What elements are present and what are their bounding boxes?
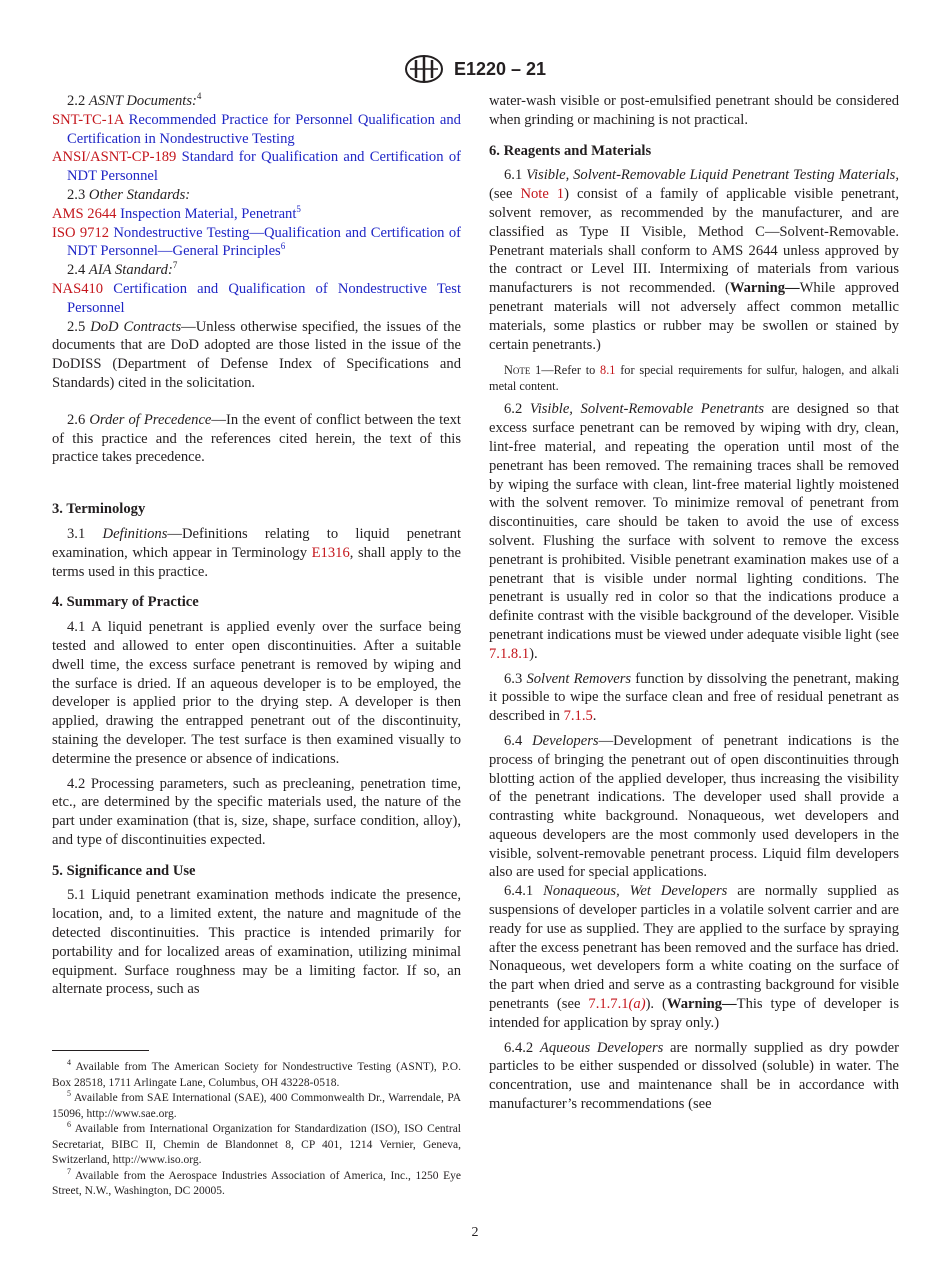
footnote-5: $^5$ Available from SAE International (SAE), 400 Commonwealth Dr., Warrendale, PA 15096, http://www.sae.org. [52,1089,461,1120]
section-5-1: 5.1 Liquid penetrant examination methods indicate the presence, location, and, to a limited extent, the nature and magnitude of the detected discontinuities. This practice is intended primarily for portability and for localized areas of examination, utilizing minimal equipment. Surface roughness may be a limiting factor. If so, an alternate process, such as [52,887,461,998]
astm-logo-icon [404,54,444,84]
link-7-1-7-1[interactable]: 7.1.7.1 [588,996,629,1013]
reference-iso-9712[interactable]: ISO 9712 Nondestructive Testing—Qualification and Certification of NDT Personnel—General Principles$^6$ [52,224,461,260]
section-2-3: 2.3 Other Standards: [67,186,191,203]
footnote-4: $^4$ Available from The American Society for Nondestructive Testing (ASNT), P.O. Box 28518, 1711 Arlingate Lane, Columbus, OH 43228-0518. [52,1058,461,1089]
footnote-divider [52,1050,149,1051]
link-7-1-8-1[interactable]: 7.1.8.1 [489,645,530,662]
section-6-4: 6.4 Developers—Development of penetrant indications is the process of bringing the penetrant out of open discontinuities through blotting action of the applied developer, thus increasing the visibility of the penetrant indications. The developer used shall provide a contrasting white background. Nonaqueous, wet developers and aqueous developers are the most commonly used developers in the visible, solvent-removable penetrant process. Liquid film developers also are used for special applications. [489,732,899,881]
heading-summary-of-practice: 4. Summary of Practice [52,594,199,611]
reference-nas410[interactable]: NAS410 Certification and Qualification of Nondestructive Test Personnel [52,280,461,316]
section-4-1: 4.1 A liquid penetrant is applied evenly over the surface being tested and allowed to enter open discontinuities. After a suitable dwell time, the excess surface penetrant is removed by wiping and the surface is dried. If an aqueous developer is to be employed, the developer is applied prior to the drying step. A developer is then applied, drawing the entrapped penetrant out of the discontinuity, staining the developer. The test surface is then examined visually to determine the presence or absence of indications. [52,619,461,767]
link-note-1[interactable]: Note 1 [520,186,565,203]
section-6-1: 6.1 Visible, Solvent-Removable Liquid Penetrant Testing Materials, (see Note 1) consist of a family of applicable visible penetrant, solvent remover, as recommended by the manufacturer, and are classified as Type II Visible, Method C—Solvent-Removable. Penetrant materials shall conform to AMS 2644 unless approved by the contract or Level III. Intermixing of materials from various manufacturers is not recommended. (Warning—While approved penetrant materials will not adversely affect common metallic materials, some plastics or rubber may be swollen or stained by certain penetrants.) [489,167,900,353]
reference-snt-tc-1a[interactable]: SNT-TC-1A Recommended Practice for Personnel Qualification and Certification in Nondestructive Testing [52,111,461,147]
section-6-2: 6.2 Visible, Solvent-Removable Penetrants are designed so that excess surface penetrant can be removed by wiping with dry, clean, lint-free material, and repeating the operation until most of the penetrant has been removed. The remaining traces shall be removed by wiping the surface with clean, lint-free material lightly moistened with the solvent remover. To minimize removal of penetrant from discontinuities, care should be taken to avoid the use of excess solvent. Flushing the surface with solvent to remove the excess penetrant is prohibited. Visible penetrant examination makes use of a penetrant that is visible under normal lighting conditions. The penetrant is usually red in color so that the indications produce a definite contrast with the visible background of the developer. Visible penetrant indications must be viewed under adequate visible light (see 7.1.8.1). [489,401,899,662]
page-number: 2 [471,1225,479,1240]
footnote-6: $^6$ Available from International Organization for Standardization (ISO), ISO Central Secretariat, BIBC II, Chemin de Blandonnet 8, CP 401, 1214 Vernier, Geneva, Switzerland, http://www.iso.org. [52,1120,461,1166]
right-column [489,92,899,1114]
heading-terminology: 3. Terminology [52,501,146,518]
section-4-2: 4.2 Processing parameters, such as precleaning, penetration time, etc., are determined by the specific materials used, the nature of the part under examination (that is, size, shape, surface condition, alloy), and type of discontinuities expected. [52,775,461,848]
section-2-4: 2.4 AIA Standard:$^7$ [67,260,178,279]
link-7-1-5[interactable]: 7.1.5 [563,708,593,725]
reference-ams-2644[interactable]: AMS 2644 Inspection Material, Penetrant$^5$ [52,203,301,222]
section-2-6: 2.6 Order of Precedence—In the event of conflict between the text of this practice and the references cited herein, the text of this practice takes precedence. [52,411,461,466]
section-6-4-1: 6.4.1 Nonaqueous, Wet Developers are normally supplied as suspensions of developer particles in a volatile solvent carrier and are ready for use as supplied. They are applied to the surface by spraying after the excess penetrant has been removed and the surface has dried. Nonaqueous, wet developers form a white coating on the surface of the part when dried and serve as a contrasting background for visible penetrants (see 7.1.7.1(a)). (Warning—This type of developer is intended for application by spray only.) [489,883,900,1031]
heading-reagents-and-materials: 6. Reagents and Materials [489,142,652,159]
document-designation: E1220 – 21 [453,58,547,79]
note-1: Note 1—Refer to 8.1 for special requirements for sulfur, halogen, and alkali metal content. [489,363,899,394]
reference-ansi-asnt-cp-189[interactable]: ANSI/ASNT-CP-189 Standard for Qualification and Certification of NDT Personnel [52,149,461,185]
section-2-5: 2.5 DoD Contracts—Unless otherwise specified, the issues of the documents that are DoD adopted are those listed in the issue of the DoDISS (Department of Defense Index of Specifications and Standards) cited in the solicitation. [52,318,462,391]
link-e1316[interactable]: E1316 [311,544,350,561]
heading-significance-and-use: 5. Significance and Use [52,862,196,879]
footnotes [52,1060,461,1200]
link-8-1[interactable]: 8.1 [600,363,616,378]
page-header [0,54,950,84]
section-6-3: 6.3 Solvent Removers function by dissolving the penetrant, making it possible to wipe the surface clean and free of residual penetrant as described in 7.1.5. [489,670,899,725]
section-2-2: 2.2 ASNT Documents:$^4$ [67,91,202,109]
section-3-1: 3.1 Definitions—Definitions relating to liquid penetrant examination, which appear in Terminology E1316, shall apply to the terms used in this practice. [52,525,462,580]
left-column [52,92,461,999]
section-6-4-2: 6.4.2 Aqueous Developers are normally supplied as dry powder particles to be either suspended or dissolved (soluble) in water. The concentration, use and maintenance shall be in accordance with manufacturer’s recommendations (see [489,1039,899,1113]
footnote-7: $^7$ Available from the Aerospace Industries Association of America, Inc., 1250 Eye Street, N.W., Washington, DC 20005. [52,1166,461,1197]
section-5-1-continued: water-wash visible or post-emulsified penetrant should be considered when grinding or machining is not practical. [489,93,899,128]
